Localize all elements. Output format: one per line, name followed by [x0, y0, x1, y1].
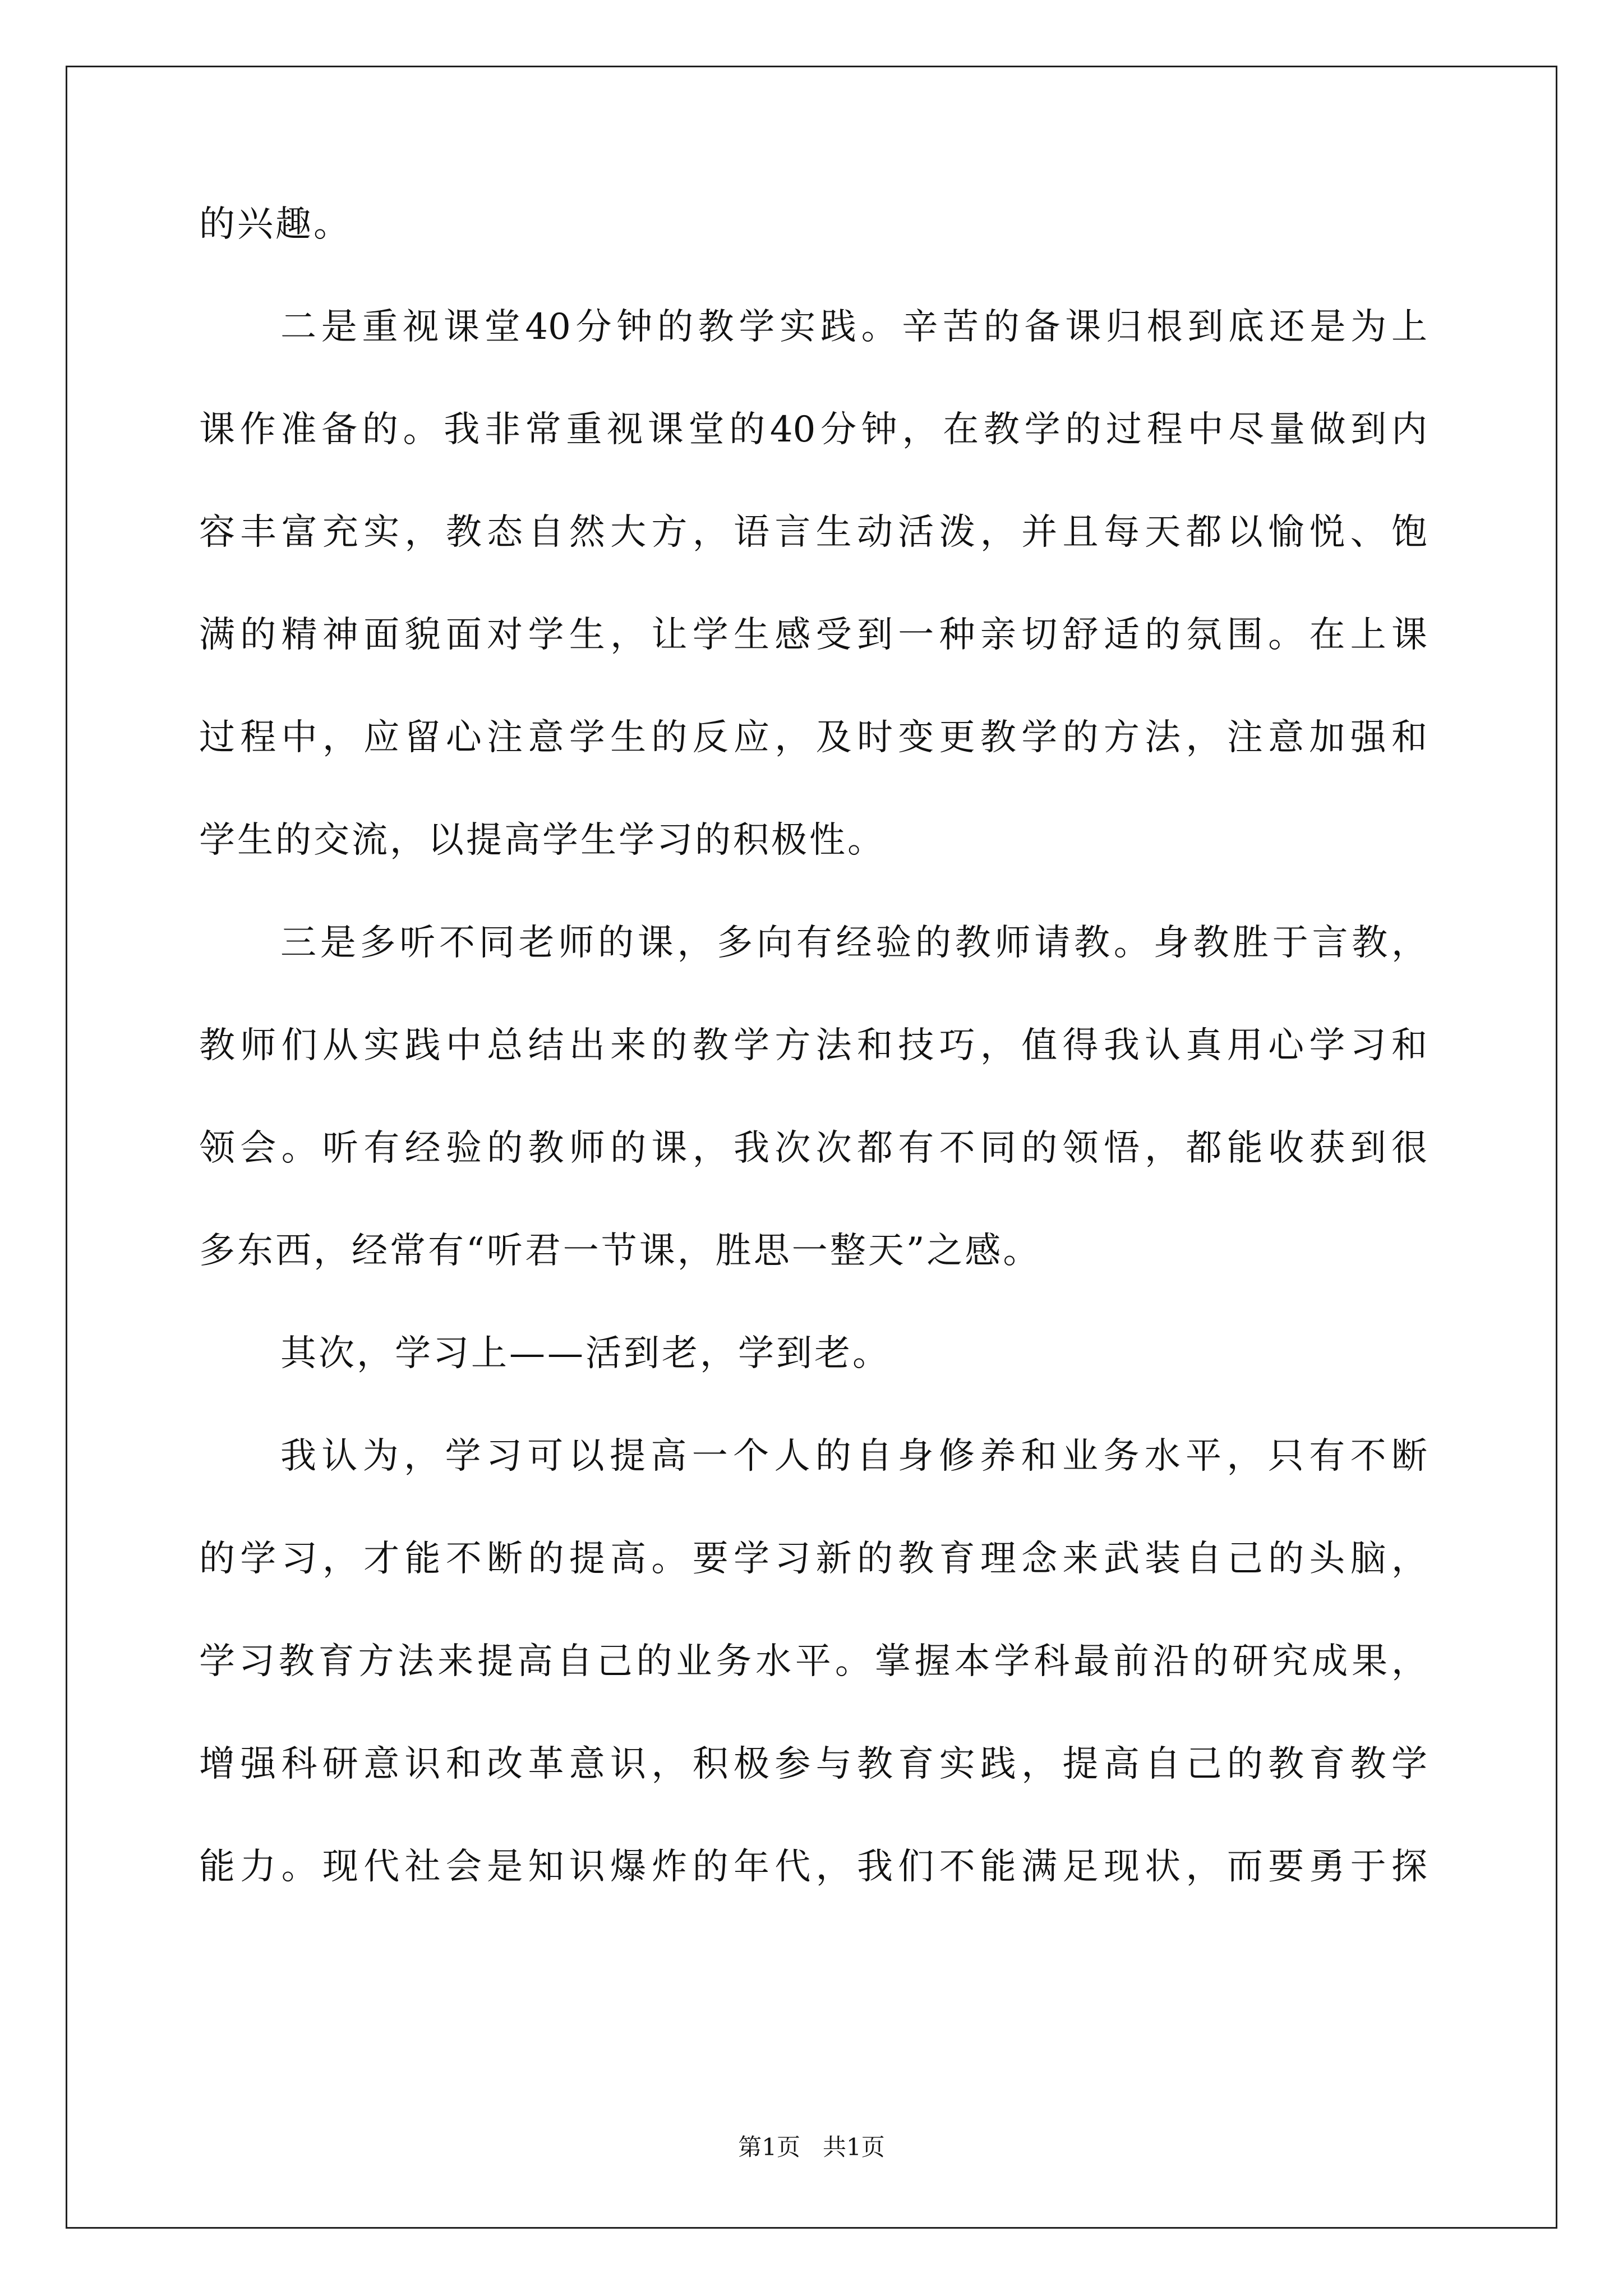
- body-text-line: 我认为，学习可以提高一个人的自身修养和业务水平，只有不断: [280, 1435, 1427, 1477]
- body-text-line: 过程中，应留心注意学生的反应，及时变更教学的方法，注意加强和: [199, 717, 1427, 758]
- body-text-line: 课作准备的。我非常重视课堂的40分钟，在教学的过程中尽量做到内: [199, 409, 1427, 450]
- body-text-line: 教师们从实践中总结出来的教学方法和技巧，值得我认真用心学习和: [199, 1025, 1427, 1066]
- body-text-line: 其次，学习上——活到老，学到老。: [280, 1333, 891, 1374]
- body-text-line: 二是重视课堂40分钟的教学实践。辛苦的备课归根到底还是为上: [280, 306, 1427, 348]
- body-text-line: 多东西，经常有“听君一节课，胜思一整天”之感。: [199, 1230, 1041, 1272]
- body-text-line: 容丰富充实，教态自然大方，语言生动活泼，并且每天都以愉悦、饱: [199, 512, 1427, 553]
- body-text-line: 学生的交流，以提高学生学习的积极性。: [199, 820, 886, 861]
- body-text-line: 满的精神面貌面对学生，让学生感受到一种亲切舒适的氛围。在上课: [199, 614, 1427, 656]
- page-footer: 第1页 共1页: [738, 2133, 885, 2161]
- body-text-line: 学习教育方法来提高自己的业务水平。掌握本学科最前沿的研究成果，: [199, 1641, 1427, 1682]
- body-text-line: 三是多听不同老师的课，多向有经验的教师请教。身教胜于言教，: [280, 922, 1427, 964]
- body-text-line: 的兴趣。: [199, 204, 352, 245]
- body-text-line: 能力。现代社会是知识爆炸的年代，我们不能满足现状，而要勇于探: [199, 1846, 1427, 1888]
- body-text-line: 增强科研意识和改革意识，积极参与教育实践，提高自己的教育教学: [199, 1743, 1427, 1785]
- body-text-line: 领会。听有经验的教师的课，我次次都有不同的领悟，都能收获到很: [199, 1128, 1427, 1169]
- body-text-line: 的学习，才能不断的提高。要学习新的教育理念来武装自己的头脑，: [199, 1538, 1427, 1580]
